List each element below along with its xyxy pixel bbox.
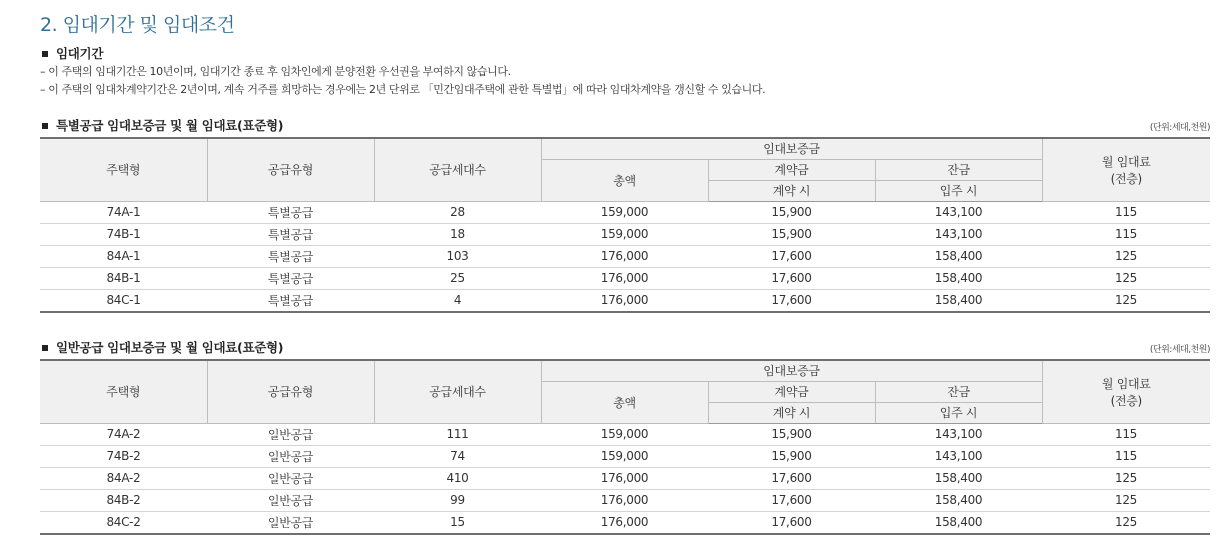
header-monthly-label: 월 임대료 xyxy=(1101,154,1151,169)
cell-monthly: 115 xyxy=(1042,445,1210,467)
cell-contract: 17,600 xyxy=(708,245,875,267)
header-deposit: 임대보증금 xyxy=(541,138,1042,159)
header-balance: 잔금 xyxy=(875,381,1042,402)
cell-balance: 158,400 xyxy=(875,467,1042,489)
cell-contract: 15,900 xyxy=(708,201,875,223)
header-total: 총액 xyxy=(541,381,708,423)
cell-supply-type: 특별공급 xyxy=(207,223,374,245)
cell-monthly: 125 xyxy=(1042,289,1210,312)
general-heading-text: 일반공급 임대보증금 및 월 임대료(표준형) xyxy=(56,340,284,355)
header-monthly-label: 월 임대료 xyxy=(1101,376,1151,391)
cell-monthly: 125 xyxy=(1042,467,1210,489)
cell-supply-type: 일반공급 xyxy=(207,511,374,534)
cell-total: 159,000 xyxy=(541,223,708,245)
general-rent-table xyxy=(40,359,1210,535)
cell-balance: 158,400 xyxy=(875,267,1042,289)
cell-house-type: 84B-1 xyxy=(40,267,207,289)
header-balance: 잔금 xyxy=(875,159,1042,180)
cell-monthly: 115 xyxy=(1042,423,1210,445)
cell-balance: 143,100 xyxy=(875,423,1042,445)
cell-monthly: 125 xyxy=(1042,489,1210,511)
header-supply-type: 공급유형 xyxy=(207,360,374,423)
cell-total: 176,000 xyxy=(541,245,708,267)
header-balance-when: 입주 시 xyxy=(875,180,1042,201)
bullet-square-icon xyxy=(42,345,48,351)
period-line: – 이 주택의 임대기간은 10년이며, 임대기간 종료 후 임차인에게 분양전환 우선권을 부여하지 않습니다. xyxy=(40,65,511,78)
cell-units: 15 xyxy=(374,511,541,534)
cell-supply-type: 일반공급 xyxy=(207,489,374,511)
cell-supply-type: 일반공급 xyxy=(207,467,374,489)
cell-balance: 158,400 xyxy=(875,489,1042,511)
special-heading xyxy=(42,116,283,134)
cell-total: 176,000 xyxy=(541,511,708,534)
special-heading-text: 특별공급 임대보증금 및 월 임대료(표준형) xyxy=(56,118,284,133)
cell-units: 410 xyxy=(374,467,541,489)
cell-house-type: 74B-2 xyxy=(40,445,207,467)
table-row xyxy=(40,289,1210,312)
table-row xyxy=(40,489,1210,511)
header-monthly-sub: (전층) xyxy=(1110,171,1142,186)
cell-supply-type: 특별공급 xyxy=(207,289,374,312)
cell-total: 176,000 xyxy=(541,467,708,489)
header-house-type: 주택형 xyxy=(40,138,207,201)
period-heading-text: 임대기간 xyxy=(56,46,104,61)
general-heading xyxy=(42,338,283,356)
header-units: 공급세대수 xyxy=(374,138,541,201)
header-balance-when: 입주 시 xyxy=(875,402,1042,423)
bullet-square-icon xyxy=(42,51,48,57)
cell-monthly: 115 xyxy=(1042,223,1210,245)
cell-contract: 17,600 xyxy=(708,467,875,489)
cell-units: 4 xyxy=(374,289,541,312)
cell-monthly: 115 xyxy=(1042,201,1210,223)
table-row xyxy=(40,511,1210,534)
cell-total: 159,000 xyxy=(541,423,708,445)
header-supply-type: 공급유형 xyxy=(207,138,374,201)
table-row xyxy=(40,201,1210,223)
header-house-type: 주택형 xyxy=(40,360,207,423)
cell-house-type: 74A-1 xyxy=(40,201,207,223)
general-unit-note: (단위:세대,천원) xyxy=(1149,345,1210,355)
header-contract-when: 계약 시 xyxy=(708,402,875,423)
header-deposit: 임대보증금 xyxy=(541,360,1042,381)
cell-total: 176,000 xyxy=(541,267,708,289)
cell-contract: 17,600 xyxy=(708,267,875,289)
cell-total: 176,000 xyxy=(541,289,708,312)
cell-supply-type: 일반공급 xyxy=(207,423,374,445)
cell-total: 159,000 xyxy=(541,201,708,223)
cell-contract: 15,900 xyxy=(708,445,875,467)
cell-units: 28 xyxy=(374,201,541,223)
section-title: 2. 임대기간 및 임대조건 xyxy=(40,14,235,36)
cell-house-type: 74B-1 xyxy=(40,223,207,245)
table-row xyxy=(40,223,1210,245)
cell-supply-type: 특별공급 xyxy=(207,245,374,267)
cell-balance: 143,100 xyxy=(875,201,1042,223)
table-row xyxy=(40,245,1210,267)
header-contract-when: 계약 시 xyxy=(708,180,875,201)
cell-monthly: 125 xyxy=(1042,267,1210,289)
cell-contract: 15,900 xyxy=(708,223,875,245)
cell-units: 99 xyxy=(374,489,541,511)
header-monthly xyxy=(1042,360,1210,423)
cell-monthly: 125 xyxy=(1042,245,1210,267)
cell-house-type: 84A-2 xyxy=(40,467,207,489)
special-rent-table xyxy=(40,137,1210,313)
cell-house-type: 84C-2 xyxy=(40,511,207,534)
cell-house-type: 84B-2 xyxy=(40,489,207,511)
cell-units: 74 xyxy=(374,445,541,467)
cell-total: 176,000 xyxy=(541,489,708,511)
cell-balance: 143,100 xyxy=(875,445,1042,467)
period-heading xyxy=(42,44,103,62)
cell-supply-type: 특별공급 xyxy=(207,267,374,289)
cell-balance: 158,400 xyxy=(875,245,1042,267)
bullet-square-icon xyxy=(42,123,48,129)
cell-contract: 17,600 xyxy=(708,511,875,534)
table-row xyxy=(40,267,1210,289)
cell-supply-type: 특별공급 xyxy=(207,201,374,223)
cell-house-type: 84A-1 xyxy=(40,245,207,267)
header-contract: 계약금 xyxy=(708,159,875,180)
cell-balance: 143,100 xyxy=(875,223,1042,245)
cell-monthly: 125 xyxy=(1042,511,1210,534)
table-row xyxy=(40,445,1210,467)
table-row xyxy=(40,423,1210,445)
cell-units: 111 xyxy=(374,423,541,445)
period-line: – 이 주택의 임대차계약기간은 2년이며, 계속 거주를 희망하는 경우에는 2년 단위로 「민간임대주택에 관한 특별법」에 따라 임대차계약을 갱신할 수 있습니다. xyxy=(40,83,766,96)
header-units: 공급세대수 xyxy=(374,360,541,423)
header-total: 총액 xyxy=(541,159,708,201)
cell-balance: 158,400 xyxy=(875,289,1042,312)
cell-balance: 158,400 xyxy=(875,511,1042,534)
header-contract: 계약금 xyxy=(708,381,875,402)
cell-units: 103 xyxy=(374,245,541,267)
special-unit-note: (단위:세대,천원) xyxy=(1149,123,1210,133)
cell-contract: 17,600 xyxy=(708,289,875,312)
cell-contract: 17,600 xyxy=(708,489,875,511)
cell-total: 159,000 xyxy=(541,445,708,467)
header-monthly xyxy=(1042,138,1210,201)
cell-units: 25 xyxy=(374,267,541,289)
cell-house-type: 84C-1 xyxy=(40,289,207,312)
table-row xyxy=(40,467,1210,489)
header-monthly-sub: (전층) xyxy=(1110,393,1142,408)
cell-contract: 15,900 xyxy=(708,423,875,445)
cell-house-type: 74A-2 xyxy=(40,423,207,445)
cell-units: 18 xyxy=(374,223,541,245)
cell-supply-type: 일반공급 xyxy=(207,445,374,467)
